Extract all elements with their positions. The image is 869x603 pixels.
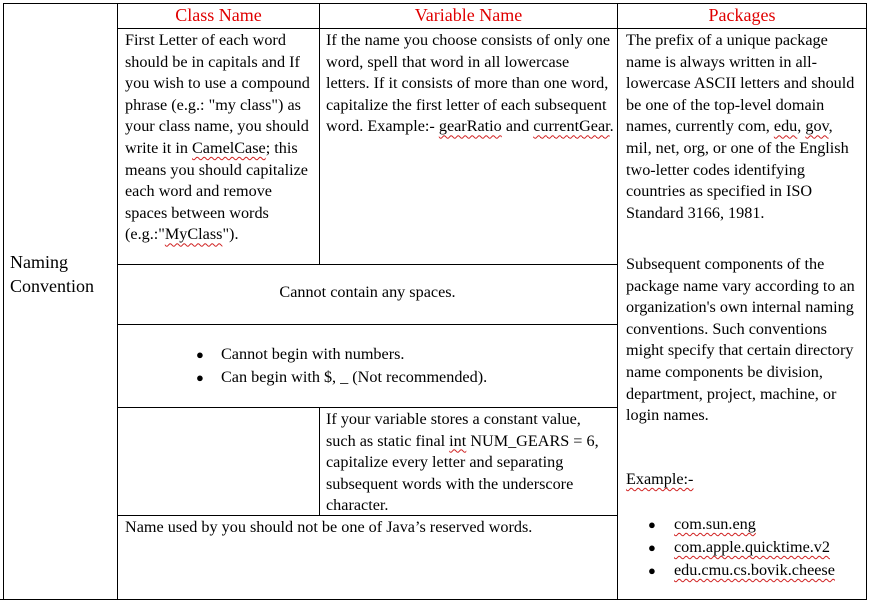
list-item: ● Cannot begin with numbers. <box>196 345 405 363</box>
header-class-name: Class Name <box>175 5 262 25</box>
packages-rule-paragraph-2: Subsequent components of the package name vary according to an organization's own internal naming conventions. Such conventions might specify that certain directory name components be division, department, project, machine, or login names. <box>626 255 855 425</box>
header-packages: Packages <box>708 5 776 25</box>
class-name-rule: First Letter of each word should be in capitals and If you wish to use a compound phrase (e.g.: "my class") as your class name, you should write it in CamelCase; this means you should capitalize each word and remove spaces between words (e.g.:"MyClass"). <box>125 31 310 244</box>
list-item: ● edu.cmu.cs.bovik.cheese <box>648 561 835 579</box>
package-examples-list <box>648 513 866 582</box>
packages-example-label: Example:- <box>626 470 694 488</box>
constant-rule: If your variable stores a constant value, such as static final int NUM_GEARS = 6, capitalize every letter and separating subsequent words with the underscore character. <box>326 410 599 515</box>
list-item: ● Can begin with $, _ (Not recommended). <box>196 368 488 386</box>
row-label-naming-convention: Naming Convention <box>10 252 94 296</box>
variable-name-rule: If the name you choose consists of only one word, spell that word in all lowercase letters. If it consists of more than one word, capitalize the first letter of each subsequent word. Example:- gearRatio and currentGear. <box>326 31 614 136</box>
list-item: ● com.sun.eng <box>648 515 756 533</box>
reserved-words-rule: Name used by you should not be one of Java’s reserved words. <box>125 518 533 536</box>
header-variable-name: Variable Name <box>414 5 523 25</box>
start-character-rules <box>196 343 606 389</box>
packages-rule-paragraph-1: The prefix of a unique package name is always written in all-lowercase ASCII letters and should be one of the top-level domain names, currently com, edu, gov, mil, net, org, or one of the English two-letter codes identifying countries as specified in ISO Standard 3166, 1981. <box>626 31 855 222</box>
list-item: ● com.apple.quicktime.v2 <box>648 538 830 556</box>
no-spaces-rule: Cannot contain any spaces. <box>279 283 456 301</box>
